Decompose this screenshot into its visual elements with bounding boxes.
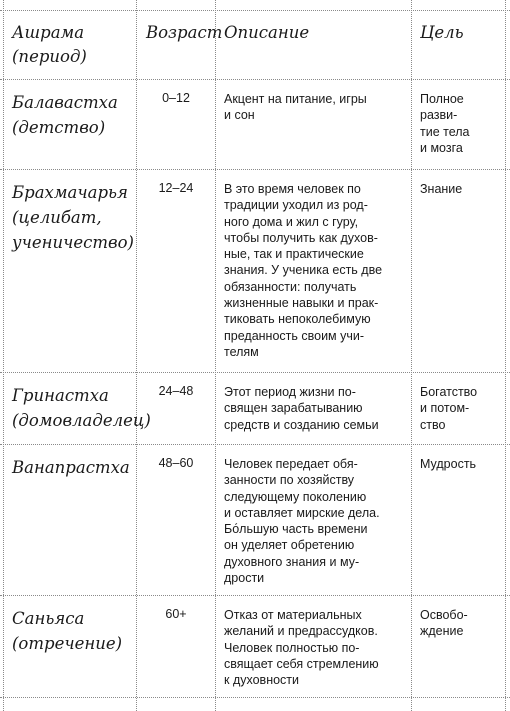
- stage-goal: Освобо- ждение: [420, 608, 468, 639]
- stage-age: 0–12: [162, 91, 190, 105]
- row-divider: [0, 697, 510, 698]
- row-divider: [0, 79, 510, 80]
- stage-name: Ванапрастха: [12, 458, 130, 477]
- stage-name: Брахмачарья (целибат, ученичество): [12, 183, 134, 252]
- column-divider: [215, 0, 216, 711]
- stage-description: Человек передает обя- занности по хозяйству следующему поколению и оставляет мирские дела. Бо́льшую часть времени он уделяет обретению духовного знания и му- дрости: [224, 457, 380, 586]
- stage-description: Отказ от материальных желаний и предрассудков. Человек полностью по- свящает себя стремлению к духовности: [224, 608, 379, 688]
- stage-description: В это время человек по традиции уходил из род- ного дома и жил с гуру, чтобы получить как духов- ные, так и практические знания. У ученика есть две обязанности: получать жизненные навыки и прак- тиковать непоколебимую преданность своим учи- телям: [224, 182, 383, 359]
- stage-age: 48–60: [158, 456, 194, 470]
- header-age: Возраст: [146, 23, 223, 42]
- row-divider: [0, 372, 510, 373]
- table-border-left: [3, 0, 4, 711]
- stage-goal: Знание: [420, 182, 463, 196]
- row-divider: [0, 595, 510, 596]
- stage-description: Этот период жизни по- священ зарабатыванию средств и созданию семьи: [224, 385, 379, 432]
- header-goal: Цель: [420, 23, 464, 42]
- stage-goal: Мудрость: [420, 457, 477, 471]
- table-border-right: [505, 0, 506, 711]
- stage-goal: Полное разви- тие тела и мозга: [420, 92, 470, 155]
- row-divider: [0, 444, 510, 445]
- stage-name: Балавастха (детство): [12, 93, 118, 137]
- stage-age: 12–24: [158, 181, 194, 195]
- stage-name: Саньяса (отречение): [12, 609, 123, 653]
- column-divider: [136, 0, 137, 711]
- header-description: Описание: [224, 23, 310, 42]
- column-divider: [411, 0, 412, 711]
- row-divider: [0, 10, 510, 11]
- stage-age: 60+: [165, 607, 187, 621]
- stage-name: Гринастха (домовладелец): [12, 386, 151, 430]
- stage-age: 24–48: [158, 384, 194, 398]
- stage-goal: Богатство и потом- ство: [420, 385, 478, 432]
- row-divider: [0, 169, 510, 170]
- stage-description: Акцент на питание, игры и сон: [224, 92, 367, 123]
- header-ashrama: Ашрама (период): [12, 23, 87, 66]
